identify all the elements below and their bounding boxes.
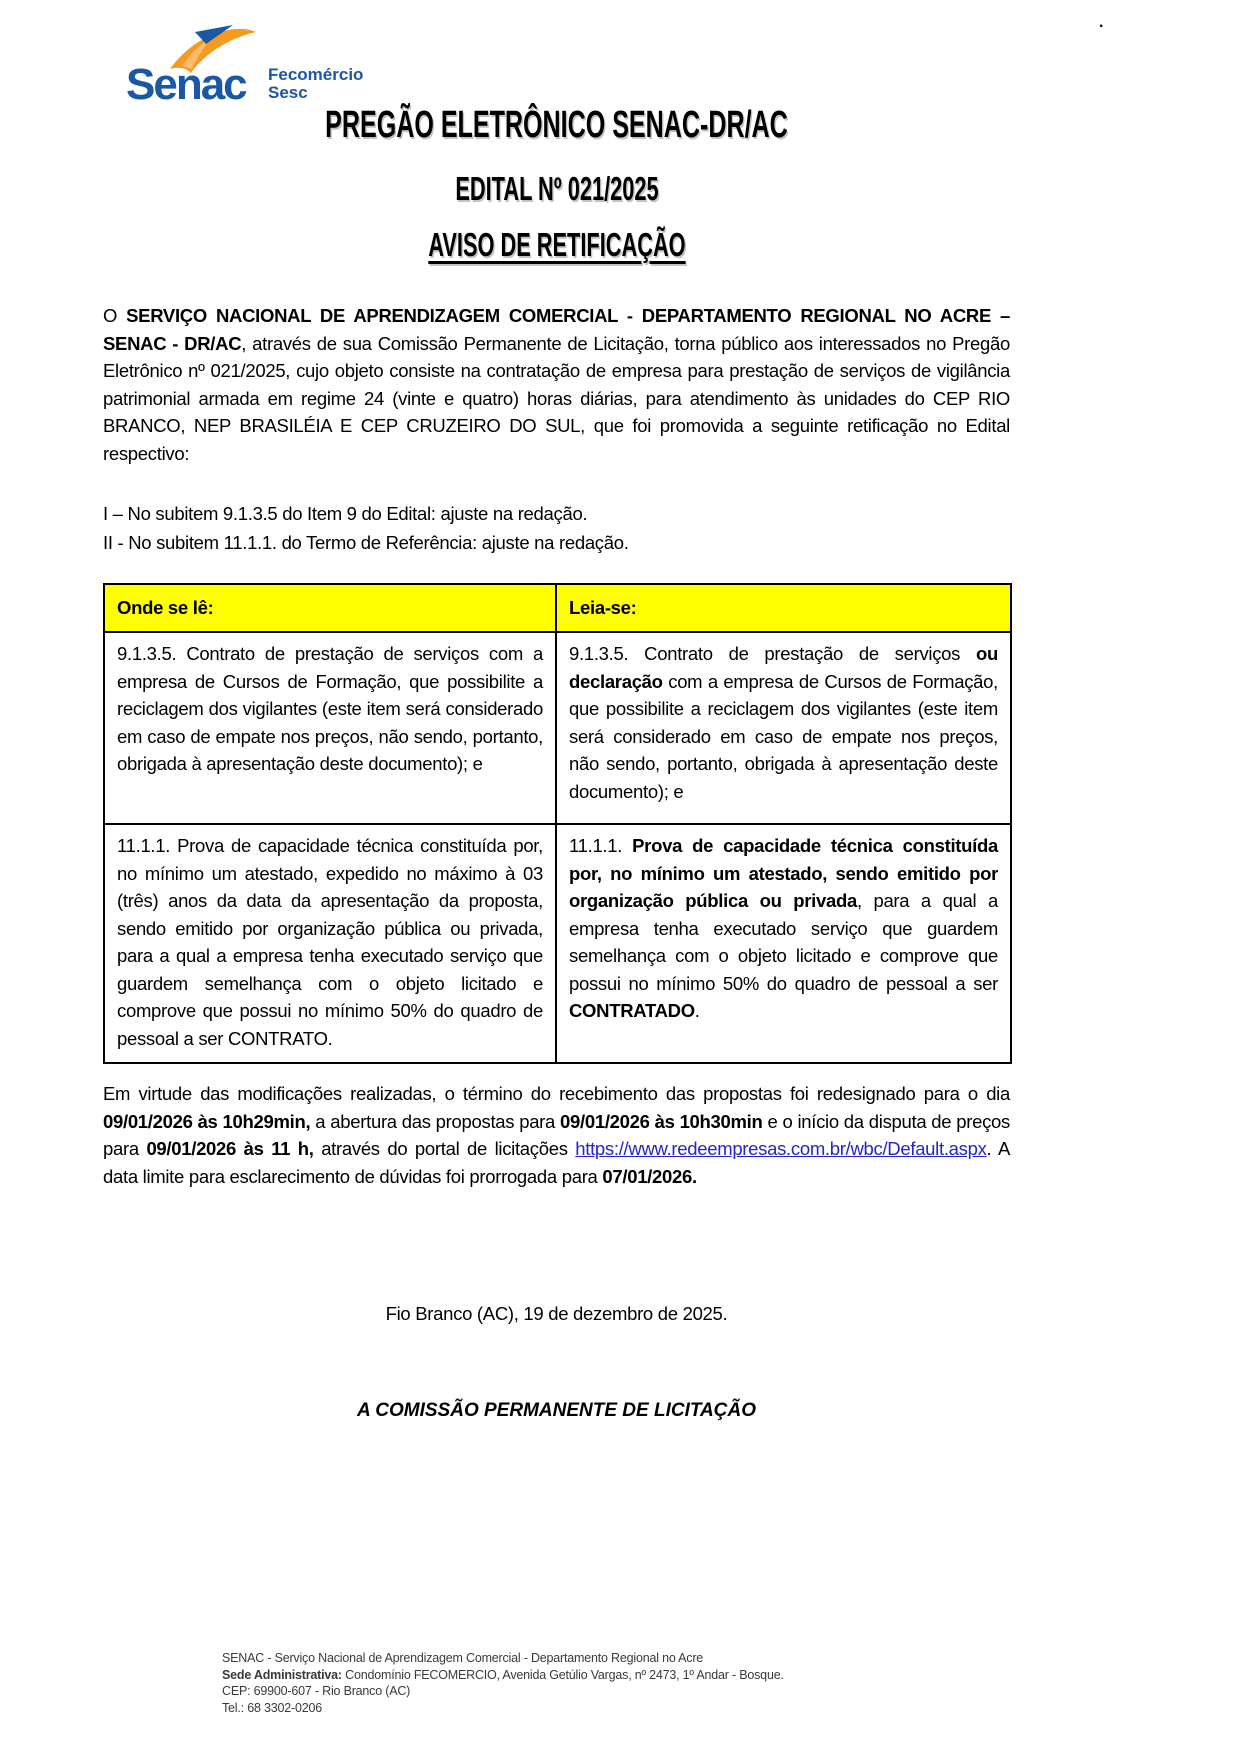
aviso-retificacao-text: AVISO DE RETIFICAÇÃO (427, 226, 686, 263)
amendment-items-list (103, 499, 1010, 557)
bold-text-segment: 09/01/2026 às 10h29min, (103, 1110, 311, 1132)
bold-text-segment: 09/01/2026 às 11 h, (146, 1138, 314, 1159)
bold-text-segment: CONTRATADO (569, 1000, 695, 1021)
edital-number-heading (103, 170, 1010, 208)
intro-paragraph (103, 302, 1010, 467)
amendment-item-1: I – No subitem 9.1.3.5 do Item 9 do Edital: ajuste na redação. (103, 503, 588, 524)
document-footer (222, 1650, 784, 1716)
amendment-item-2: II - No subitem 11.1.1. do Termo de Referência: ajuste na redação. (103, 532, 629, 553)
logo-fecomercio-text: Fecomércio (268, 65, 364, 84)
corner-period-mark: . (1099, 14, 1104, 31)
text-segment: e o início da disputa de preços para (103, 1110, 1010, 1159)
cell-1111-old (104, 824, 556, 1063)
rectification-table (103, 583, 1012, 1064)
text-segment: a abertura das propostas para (310, 1110, 561, 1132)
text-segment: através do portal de licitações (313, 1138, 576, 1159)
cell-1111-new (556, 824, 1011, 1063)
portal-link[interactable]: https://www.redeempresas.com.br/wbc/Default.aspx (575, 1138, 987, 1159)
document-title (103, 104, 1010, 147)
table-row (104, 632, 1011, 824)
footer-address-line (222, 1667, 784, 1684)
footer-phone-line: Tel.: 68 3302-0206 (222, 1700, 322, 1715)
text-segment: Em virtude das modificações realizadas, o término do recebimento das propostas foi redesignado para o dia (103, 1083, 1010, 1104)
logo-sesc-text: Sesc (268, 83, 308, 102)
text-segment: , através de sua Comissão Permanente de Licitação, torna público aos interessados no Pregão Eletrônico nº 021/2025, cujo objeto consiste na contratação de empresa para prestação de serviços de vigilância patrimonial armada em regime 24 (vinte e quatro) horas diárias, para atendimento às unidades do CEP RIO BRANCO, NEP BRASILÉIA E CEP CRUZEIRO DO SUL, que foi promovida a seguinte retificação no Edital respectivo: (103, 332, 1010, 464)
document-title-text: PREGÃO ELETRÔNICO SENAC-DR/AC (325, 104, 788, 146)
senac-fecomercio-logo (106, 22, 406, 106)
text-segment: 9.1.3.5. Contrato de prestação de serviços com a empresa de Cursos de Formação, que possibilite a reciclagem dos vigilantes (este item será considerado em caso de empate nos preços, não sendo, portanto, obrigada à apresentação deste documento); e (117, 643, 543, 774)
date-line: Fio Branco (AC), 19 de dezembro de 2025. (385, 1303, 728, 1324)
cell-9135-new (556, 632, 1011, 824)
text-segment: 11.1.1. (569, 835, 633, 856)
text-segment: . A data limite para esclarecimento de dúvidas foi prorrogada para (103, 1138, 1011, 1187)
edital-number-text: EDITAL Nº 021/2025 (454, 170, 659, 207)
aviso-retificacao-heading (103, 226, 1010, 264)
text-segment: com a empresa de Cursos de Formação, que possibilite a reciclagem dos vigilantes (este item será considerado em caso de empate nos preços, não sendo, portanto, obrigada à apresentação deste documento); e (569, 670, 998, 802)
footer-org-line: SENAC - Serviço Nacional de Aprendizagem Comercial - Departamento Regional no Acre (222, 1651, 704, 1665)
text-segment: 11.1.1. Prova de capacidade técnica constituída por, no mínimo um atestado, expedido no máximo à 03 (três) anos da data da apresentação da proposta, sendo emitido por organização pública ou privada, para a qual a empresa tenha executado serviço que guardem semelhança com o objeto licitado e comprove que possui no mínimo 50% do quadro de pessoal a ser CONTRATO. (117, 835, 543, 1049)
bold-text-segment: 07/01/2026. (602, 1165, 697, 1187)
text-segment: Condomínio FECOMERCIO, Avenida Getúlio Vargas, nº 2473, 1º Andar - Bosque. (341, 1667, 784, 1682)
bold-text-segment: 09/01/2026 às 10h30min (560, 1110, 763, 1132)
table-header-leia-se: Leia-se: (556, 584, 1011, 632)
closing-paragraph (103, 1080, 1010, 1190)
text-segment: 9.1.3.5. Contrato de prestação de serviços (569, 643, 976, 664)
text-segment: O (103, 305, 127, 326)
signature-line: A COMISSÃO PERMANENTE DE LICITAÇÃO (356, 1400, 756, 1421)
logo-senac-wordmark: Senac (126, 60, 246, 106)
table-header-onde-se-le: Onde se lê: (104, 584, 556, 632)
bold-text-segment: ou declaração (569, 643, 998, 692)
bold-text-segment: Prova de capacidade técnica constituída por, no mínimo um atestado, sendo emitido por organização pública ou privada (569, 835, 998, 911)
table-header-row (104, 584, 1011, 632)
bold-text-segment: SERVIÇO NACIONAL DE APRENDIZAGEM COMERCIAL - DEPARTAMENTO REGIONAL NO ACRE – SENAC - DR/AC (103, 305, 1010, 354)
cell-9135-old (104, 632, 556, 824)
footer-cep-line: CEP: 69900-607 - Rio Branco (AC) (222, 1684, 411, 1698)
table-row (104, 824, 1011, 1063)
bold-text-segment: Sede Administrativa: (222, 1667, 342, 1682)
text-segment: . (694, 1000, 700, 1021)
text-segment: , para a qual a empresa tenha executado serviço que guardem semelhança com o objeto licitado e comprove que possui no mínimo 50% do quadro de pessoal a ser (569, 890, 998, 994)
